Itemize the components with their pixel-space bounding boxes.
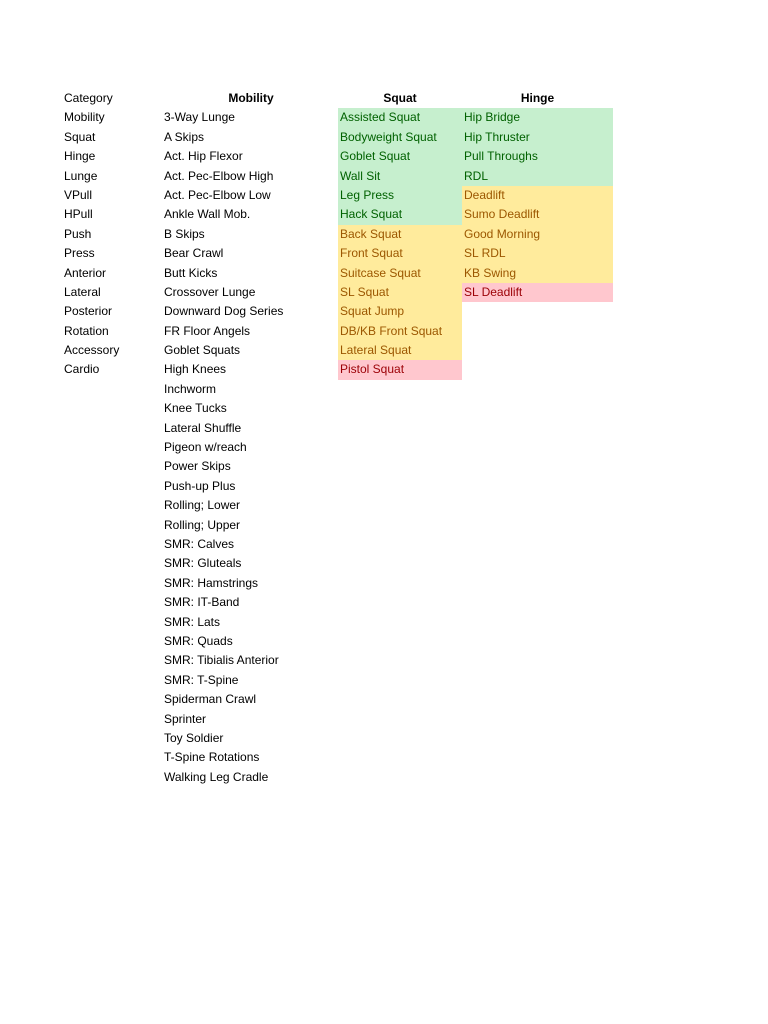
squat-cell[interactable]: Back Squat [338,225,462,244]
mobility-cell[interactable]: Power Skips [164,459,231,474]
mobility-cell[interactable]: Spiderman Crawl [164,692,257,707]
category-cell[interactable]: VPull [64,187,93,202]
mobility-cell[interactable]: SMR: IT-Band [164,595,240,610]
mobility-cell[interactable]: SMR: Quads [164,633,233,648]
mobility-cell[interactable]: SMR: Gluteals [164,556,242,571]
squat-cell[interactable]: SL Squat [338,283,462,302]
squat-cell[interactable]: Hack Squat [338,205,462,224]
mobility-cell[interactable]: Act. Pec-Elbow Low [164,187,271,202]
mobility-cell[interactable]: SMR: T-Spine [164,672,239,687]
hinge-cell[interactable]: Hip Bridge [462,108,613,127]
squat-cell[interactable]: Front Squat [338,244,462,263]
mobility-cell[interactable]: Pigeon w/reach [164,440,247,455]
mobility-cell[interactable]: Ankle Wall Mob. [164,207,251,222]
mobility-cell[interactable]: FR Floor Angels [164,323,251,338]
mobility-cell[interactable]: Act. Pec-Elbow High [164,168,274,183]
mobility-cell[interactable]: SMR: Calves [164,536,235,551]
squat-cell[interactable]: Goblet Squat [338,147,462,166]
hinge-cell[interactable]: SL RDL [462,244,613,263]
squat-cell[interactable]: Suitcase Squat [338,264,462,283]
category-cell[interactable]: Mobility [64,110,105,125]
mobility-cell[interactable]: Push-up Plus [164,478,236,493]
squat-cell[interactable]: Assisted Squat [338,108,462,127]
mobility-cell[interactable]: Bear Crawl [164,246,224,261]
mobility-cell[interactable]: Rolling; Upper [164,517,241,532]
mobility-cell[interactable]: Goblet Squats [164,343,241,358]
mobility-cell[interactable]: Crossover Lunge [164,284,256,299]
mobility-cell[interactable]: Sprinter [164,711,207,726]
squat-list [338,108,462,379]
hinge-cell[interactable]: Sumo Deadlift [462,205,613,224]
category-header[interactable]: Category [64,91,113,105]
mobility-cell[interactable]: SMR: Lats [164,614,221,629]
hinge-cell[interactable]: Pull Throughs [462,147,613,166]
category-cell[interactable]: Press [64,246,95,261]
squat-cell[interactable]: Pistol Squat [338,360,462,379]
category-cell[interactable]: Push [64,226,92,241]
hinge-cell[interactable]: KB Swing [462,264,613,283]
category-list [58,108,158,379]
category-cell[interactable]: Lateral [64,284,101,299]
mobility-cell[interactable]: High Knees [164,362,227,377]
mobility-cell[interactable]: B Skips [164,226,205,241]
mobility-cell[interactable]: Knee Tucks [164,401,227,416]
category-cell[interactable]: Squat [64,129,96,144]
mobility-cell[interactable]: 3-Way Lunge [164,110,235,125]
mobility-cell[interactable]: T-Spine Rotations [164,750,260,765]
category-column [58,89,158,380]
category-cell[interactable]: Posterior [64,304,113,319]
mobility-cell[interactable]: Downward Dog Series [164,304,284,319]
mobility-cell[interactable]: Inchworm [164,381,217,396]
mobility-cell[interactable]: Walking Leg Cradle [164,769,269,784]
mobility-cell[interactable]: Lateral Shuffle [164,420,242,435]
hinge-cell[interactable]: SL Deadlift [462,283,613,302]
category-cell[interactable]: Anterior [64,265,107,280]
squat-cell[interactable]: Wall Sit [338,167,462,186]
squat-cell[interactable]: DB/KB Front Squat [338,322,462,341]
squat-cell[interactable]: Squat Jump [338,302,462,321]
squat-header[interactable]: Squat [383,91,417,105]
squat-column [338,89,462,380]
squat-cell[interactable]: Bodyweight Squat [338,128,462,147]
hinge-cell[interactable]: RDL [462,167,613,186]
mobility-cell[interactable]: SMR: Tibialis Anterior [164,653,279,668]
hinge-list [462,108,613,302]
squat-cell[interactable]: Leg Press [338,186,462,205]
mobility-cell[interactable]: Butt Kicks [164,265,218,280]
mobility-list [158,108,338,787]
hinge-cell[interactable]: Hip Thruster [462,128,613,147]
category-cell[interactable]: Accessory [64,343,120,358]
mobility-cell[interactable]: Act. Hip Flexor [164,149,243,164]
mobility-cell[interactable]: A Skips [164,129,205,144]
category-cell[interactable]: HPull [64,207,93,222]
category-cell[interactable]: Lunge [64,168,98,183]
mobility-cell[interactable]: SMR: Hamstrings [164,575,259,590]
squat-cell[interactable]: Lateral Squat [338,341,462,360]
mobility-cell[interactable]: Toy Soldier [164,730,224,745]
hinge-column [462,89,613,302]
hinge-cell[interactable]: Good Morning [462,225,613,244]
hinge-cell[interactable]: Deadlift [462,186,613,205]
mobility-cell[interactable]: Rolling; Lower [164,498,241,513]
hinge-header[interactable]: Hinge [520,91,555,105]
category-cell[interactable]: Hinge [64,149,96,164]
mobility-header[interactable]: Mobility [228,91,274,105]
mobility-column [158,89,338,787]
category-cell[interactable]: Rotation [64,323,109,338]
category-cell[interactable]: Cardio [64,362,100,377]
